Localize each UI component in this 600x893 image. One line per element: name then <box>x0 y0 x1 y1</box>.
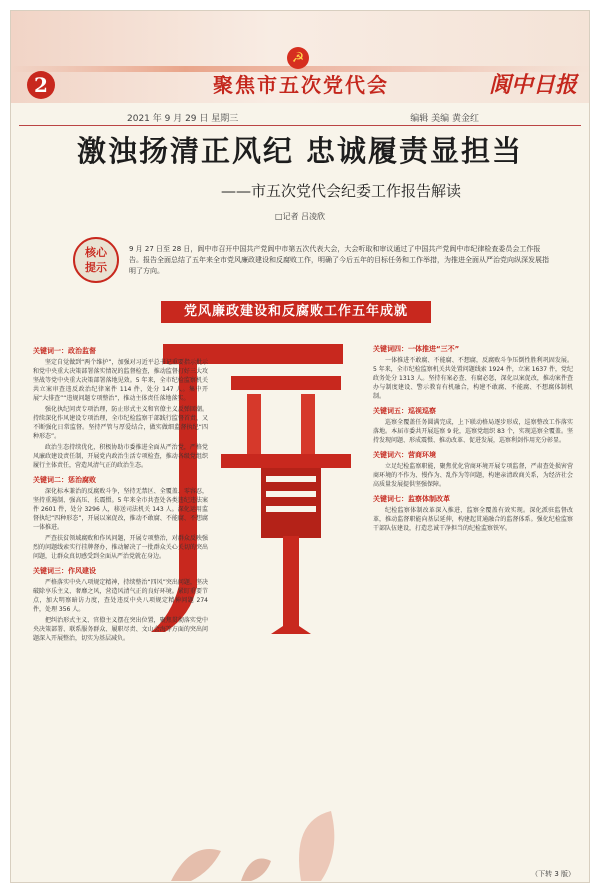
body-paragraph: 立足纪检监察职能，聚焦优化营商环境开展专项监督，严肃查处损害营商环境的不作为、慢作为、乱作为等问题，构建亲清政商关系，为经济社会高质量发展提供坚强保障。 <box>373 463 573 488</box>
section-name: 聚焦市五次党代会 <box>213 73 389 97</box>
keyword-heading: 关键词一：政治监督 <box>33 347 96 355</box>
party-emblem-icon: ☭ <box>287 47 309 69</box>
body-paragraph: 深化标本兼治的反腐败斗争，坚持无禁区、全覆盖、零容忍，坚持重遏制、强高压、长震慑。5 年来全市共查处各类违纪违法案件 2601 件，处分 3296 人，移送司法机关 143 人。深化运用监督执纪“四种形态”，开展以案促改，推动不敢腐、不能腐、不想腐一体推进。 <box>33 488 208 531</box>
page-number: 2 <box>27 71 55 99</box>
body-paragraph: 坚定自觉做到“两个维护”，加强对习近平总书记重要指示批示和党中央重大决策部署落实情况的监督检查，推动监督打好三大攻坚战等党中央重大决策部署落地见效。5 年来，全市纪检监察机关共立案审查违反政治纪律案件 114 件，处分 147 人。集中开展“大排查”“违规问题专项整治”，推动主体责任落地落实。 <box>33 359 208 402</box>
keyword-heading: 关键词五：巡视巡察 <box>373 407 436 415</box>
dateline: 2021 年 9 月 29 日 星期三 <box>127 114 239 124</box>
paper-logo: 阆中日报 <box>488 72 577 98</box>
keyword-heading: 关键词二：惩治腐败 <box>33 476 96 484</box>
body-paragraph: 政治生态持续优化，积极协助市委推进全面从严治党，严格党风廉政建设责任制，开展党内政治生活专项检查，推动各级党组织履行主体责任，营造风清气正的政治生态。 <box>33 444 208 469</box>
right-column <box>373 339 573 535</box>
keyword-heading: 关键词七：监察体制改革 <box>373 495 450 503</box>
core-tip-text: 9 月 27 日至 28 日，阆中市召开中国共产党阆中市第五次代表大会，大会听取和审议通过了中国共产党阆中市纪律检查委员会工作报告。报告全面总结了五年来全市党风廉政建设和反腐败工作，明确了今后五年的目标任务和工作举措，为推进全面从严治党向纵深发展指明了方向。 <box>129 245 549 275</box>
keyword-heading: 关键词三：作风建设 <box>33 567 96 575</box>
body-paragraph: 严查扶贫领域腐败和作风问题，开展专项整治，对群众反映强烈的问题线索实行挂牌督办，推动解决了一批群众关心关切的突出问题，让群众真切感受到全面从严治党就在身边。 <box>33 535 208 560</box>
headline: 激浊扬清正风纪 忠诚履责显担当 <box>76 134 524 168</box>
continued-note: （下转 3 版） <box>531 870 575 878</box>
body-paragraph: 纪检监察体制改革深入推进，监察全覆盖有效实现。深化派驻监督改革，推动监督职能向基层延伸，构建起贯通融合的监督体系。强化纪检监察干部队伍建设，打造忠诚干净担当的纪检监察铁军。 <box>373 507 573 532</box>
body-paragraph: 把纠治形式主义、官僚主义摆在突出位置，聚焦贯彻落实党中央决策部署、联系服务群众、履职尽责、文山会海等方面的突出问题深入开展整治，切实为基层减负。 <box>33 617 208 642</box>
tip-label-2: 提示 <box>85 261 107 274</box>
section-banner: 党风廉政建设和反腐败工作五年成就 <box>161 301 431 323</box>
header-rule <box>19 125 581 126</box>
left-column <box>33 341 208 645</box>
newspaper-page <box>10 10 590 883</box>
keyword-heading: 关键词六：营商环境 <box>373 451 436 459</box>
lotus-decoration <box>151 781 351 881</box>
core-tip-badge <box>73 237 119 283</box>
keyword-heading: 关键词四：一体推进“三不” <box>373 345 460 353</box>
tip-label-1: 核心 <box>85 246 107 259</box>
body-paragraph: 一体推进不敢腐、不能腐、不想腐，反腐败斗争压倒性胜利巩固发展。5 年来，全市纪检监察机关共处置问题线索 1924 件，立案 1637 件，党纪政务处分 1313 人。坚持有案必查、有腐必惩，深化以案促改，推动案件查办与制度建设、警示教育有机融合，构建不敢腐、不能腐、不想腐体制机制。 <box>373 357 573 400</box>
body-paragraph: 严格落实中央八项规定精神，持续整治“四风”突出问题，坚决破除享乐主义、奢靡之风，营造风清气正的良好环境。紧盯重要节点，加大明察暗访力度，查处违反中央八项规定精神问题 274 件，处理 356 人。 <box>33 579 208 613</box>
byline: □记者 吕凌欣 <box>274 212 326 221</box>
subheadline: ——市五次党代会纪委工作报告解读 <box>221 182 462 200</box>
body-paragraph: 强化执纪问责专项治理，防止形式主义和官僚主义反弹回潮。持续深化作风建设专项治理，全市纪检监察干部践行监督首责，又不断强化日常监督。坚持严管与厚爱结合，做实做细监督执纪“四种形态”。 <box>33 406 208 440</box>
masthead <box>11 11 589 103</box>
body-paragraph: 巡察全覆盖任务圆满完成，上下联动格局逐步形成，巡察整改工作落实落地。本届市委共开展巡察 9 轮，巡察党组织 83 个，实现巡察全覆盖。坚持发现问题、形成震慑、推动改革、促进发展，巡察利剑作用充分彰显。 <box>373 419 573 444</box>
editors: 编辑 美编 黄金红 <box>410 114 479 124</box>
